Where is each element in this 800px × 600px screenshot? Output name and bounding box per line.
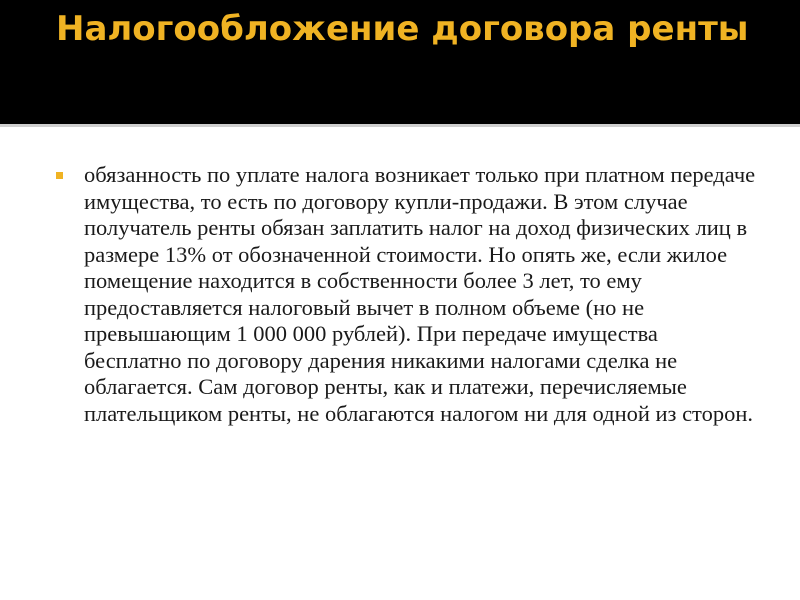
bullet-item [56,162,756,427]
slide-body [56,162,756,427]
bullet-text: обязанность по уплате налога возникает только при платном передаче имущества, то есть по договору купли-продажи. В этом случае получатель ренты обязан заплатить налог на доход физических лиц в размере 13% от обозначенной стоимости. Но опять же, если жилое помещение находится в собственности более 3 лет, то ему предоставляется налоговый вычет в полном объеме (но не превышающим 1 000 000 рублей). При передаче имущества бесплатно по договору дарения никакими налогами сделка не облагается. Сам договор ренты, как и платежи, перечисляемые плательщиком ренты, не облагаются налогом ни для одной из сторон. [84,162,756,426]
title-bar [0,0,800,124]
slide-title: Налогообложение договора ренты [56,9,749,49]
title-divider [0,124,800,127]
square-bullet-icon [56,172,63,179]
